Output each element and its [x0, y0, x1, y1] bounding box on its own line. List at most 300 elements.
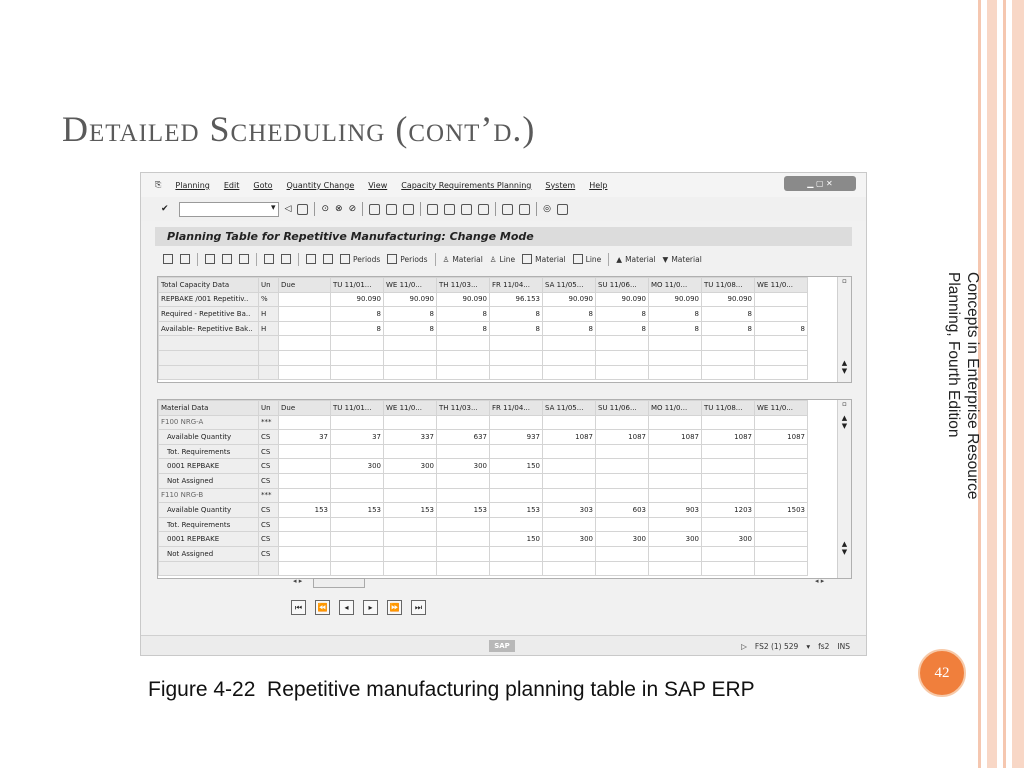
period-value-cell[interactable]: 90.090 [384, 292, 437, 307]
period-value-cell[interactable]: 1087 [649, 430, 702, 445]
period-value-cell[interactable] [490, 336, 543, 351]
period-value-cell[interactable]: 300 [437, 459, 490, 474]
menu-item-planning[interactable]: Planning [175, 180, 210, 190]
truck-icon[interactable] [323, 254, 333, 264]
period-value-cell[interactable] [596, 459, 649, 474]
column-header-unit[interactable]: Un [259, 278, 279, 293]
play-icon[interactable]: ▷ [741, 642, 747, 651]
period-value-cell[interactable]: 8 [596, 321, 649, 336]
period-value-cell[interactable] [596, 517, 649, 532]
period-value-cell[interactable] [437, 444, 490, 459]
period-value-cell[interactable] [702, 444, 755, 459]
period-value-cell[interactable] [596, 488, 649, 503]
period-value-cell[interactable] [543, 546, 596, 561]
period-value-cell[interactable]: 1203 [702, 503, 755, 518]
period-value-cell[interactable]: 37 [331, 430, 384, 445]
period-value-cell[interactable] [543, 336, 596, 351]
periods-button-1[interactable] [340, 254, 380, 264]
system-info[interactable]: FS2 (1) 529 [754, 642, 799, 651]
period-value-cell[interactable] [755, 415, 808, 430]
column-header-period[interactable]: MO 11/0... [649, 278, 702, 293]
due-cell[interactable] [279, 546, 331, 561]
line-button-2[interactable] [573, 254, 602, 264]
due-cell[interactable] [279, 350, 331, 365]
period-value-cell[interactable] [702, 365, 755, 380]
back-icon[interactable]: ⊙ [321, 204, 330, 214]
copy-icon[interactable] [281, 254, 291, 264]
due-cell[interactable] [279, 561, 331, 576]
period-value-cell[interactable] [437, 517, 490, 532]
period-value-cell[interactable]: 90.090 [437, 292, 490, 307]
period-value-cell[interactable] [649, 561, 702, 576]
period-value-cell[interactable] [543, 473, 596, 488]
unit-cell[interactable] [259, 561, 279, 576]
period-value-cell[interactable] [596, 473, 649, 488]
period-value-cell[interactable] [384, 444, 437, 459]
unit-cell[interactable] [259, 336, 279, 351]
period-value-cell[interactable] [331, 415, 384, 430]
print-icon[interactable] [369, 204, 380, 215]
scroll-up-icon[interactable]: ▲ [841, 359, 848, 367]
period-value-cell[interactable] [384, 415, 437, 430]
period-value-cell[interactable]: 603 [596, 503, 649, 518]
period-value-cell[interactable] [437, 336, 490, 351]
period-value-cell[interactable] [384, 488, 437, 503]
row-label-cell[interactable]: 0001 REPBAKE [159, 532, 259, 547]
unit-cell[interactable] [259, 350, 279, 365]
column-header-period[interactable]: WE 11/0... [755, 278, 808, 293]
document-icon[interactable] [239, 254, 249, 264]
due-cell[interactable]: 37 [279, 430, 331, 445]
period-value-cell[interactable]: 8 [384, 307, 437, 322]
period-value-cell[interactable] [755, 292, 808, 307]
period-value-cell[interactable] [543, 444, 596, 459]
due-cell[interactable] [279, 336, 331, 351]
back-icon[interactable]: ◂ [339, 600, 354, 615]
save-icon[interactable] [297, 204, 308, 215]
period-value-cell[interactable] [490, 546, 543, 561]
period-value-cell[interactable] [702, 488, 755, 503]
period-value-cell[interactable] [331, 365, 384, 380]
detail-icon[interactable] [180, 254, 190, 264]
horizontal-scrollbar[interactable] [157, 577, 837, 589]
period-value-cell[interactable] [596, 444, 649, 459]
period-value-cell[interactable]: 937 [490, 430, 543, 445]
hierarchy-icon[interactable] [264, 254, 274, 264]
period-value-cell[interactable]: 300 [649, 532, 702, 547]
schedule-icon[interactable] [205, 254, 215, 264]
period-value-cell[interactable] [596, 561, 649, 576]
period-value-cell[interactable] [331, 488, 384, 503]
line-button-1[interactable] [490, 255, 515, 264]
row-label-cell[interactable] [159, 336, 259, 351]
period-value-cell[interactable]: 303 [543, 503, 596, 518]
scroll-up-icon[interactable]: ▲ [841, 414, 848, 422]
column-header-period[interactable]: TH 11/03... [437, 278, 490, 293]
period-value-cell[interactable]: 8 [649, 307, 702, 322]
period-value-cell[interactable] [649, 546, 702, 561]
period-value-cell[interactable]: 1087 [543, 430, 596, 445]
period-value-cell[interactable]: 300 [596, 532, 649, 547]
scroll-up-icon[interactable]: ▲ [841, 540, 848, 548]
row-label-cell[interactable]: 0001 REPBAKE [159, 459, 259, 474]
period-value-cell[interactable]: 8 [543, 307, 596, 322]
period-value-cell[interactable] [649, 350, 702, 365]
period-value-cell[interactable]: 8 [490, 321, 543, 336]
period-value-cell[interactable] [437, 365, 490, 380]
table-row[interactable] [159, 430, 808, 445]
period-value-cell[interactable]: 96.153 [490, 292, 543, 307]
period-value-cell[interactable]: 337 [384, 430, 437, 445]
scroll-down-icon[interactable]: ▼ [841, 422, 848, 430]
period-value-cell[interactable]: 150 [490, 459, 543, 474]
period-value-cell[interactable] [755, 488, 808, 503]
exit-icon[interactable]: ⊗ [335, 204, 343, 214]
unit-cell[interactable]: H [259, 321, 279, 336]
period-value-cell[interactable] [543, 459, 596, 474]
material-button-1[interactable] [443, 255, 483, 264]
period-value-cell[interactable] [702, 473, 755, 488]
scroll-down-icon[interactable]: ▼ [841, 367, 848, 375]
period-value-cell[interactable] [755, 350, 808, 365]
table-row[interactable] [159, 488, 808, 503]
table-row[interactable] [159, 503, 808, 518]
last-icon[interactable]: ⏭ [411, 600, 426, 615]
period-value-cell[interactable]: 300 [702, 532, 755, 547]
period-value-cell[interactable] [649, 365, 702, 380]
column-header-period[interactable]: TU 11/01... [331, 278, 384, 293]
menu-item-quantity-change[interactable]: Quantity Change [286, 180, 355, 190]
period-value-cell[interactable] [596, 350, 649, 365]
period-value-cell[interactable] [490, 517, 543, 532]
period-value-cell[interactable] [755, 459, 808, 474]
due-cell[interactable] [279, 532, 331, 547]
column-header-period[interactable]: TU 11/08... [702, 278, 755, 293]
new-session-icon[interactable] [502, 204, 513, 215]
period-value-cell[interactable] [437, 546, 490, 561]
period-value-cell[interactable]: 8 [437, 321, 490, 336]
column-header-period[interactable]: FR 11/04... [490, 401, 543, 416]
table-row[interactable] [159, 473, 808, 488]
period-value-cell[interactable] [543, 350, 596, 365]
period-value-cell[interactable] [437, 561, 490, 576]
period-value-cell[interactable]: 153 [331, 503, 384, 518]
period-value-cell[interactable] [331, 350, 384, 365]
table-row[interactable] [159, 444, 808, 459]
fast-forward-icon[interactable]: ⏩ [387, 600, 402, 615]
menu-item-view[interactable]: View [368, 180, 388, 190]
cancel-icon[interactable]: ⊘ [348, 204, 357, 214]
forward-icon[interactable]: ▸ [363, 600, 378, 615]
due-cell[interactable] [279, 365, 331, 380]
period-value-cell[interactable] [755, 517, 808, 532]
period-value-cell[interactable]: 300 [543, 532, 596, 547]
period-value-cell[interactable] [331, 336, 384, 351]
due-cell[interactable] [279, 517, 331, 532]
menu-item-capacity[interactable]: Capacity Requirements Planning [401, 180, 532, 190]
due-cell[interactable] [279, 292, 331, 307]
period-value-cell[interactable]: 8 [702, 321, 755, 336]
table-row[interactable] [159, 517, 808, 532]
enter-icon[interactable]: ✔ [161, 204, 169, 214]
period-value-cell[interactable] [649, 444, 702, 459]
period-value-cell[interactable] [702, 350, 755, 365]
unit-cell[interactable]: CS [259, 517, 279, 532]
due-cell[interactable] [279, 321, 331, 336]
period-value-cell[interactable] [702, 517, 755, 532]
first-icon[interactable]: ⏮ [291, 600, 306, 615]
window-controls[interactable]: ▁ ▢ ✕ [784, 176, 856, 191]
column-header-period[interactable]: SU 11/06... [596, 401, 649, 416]
dropdown-icon[interactable]: ▾ [806, 642, 811, 651]
period-value-cell[interactable] [543, 365, 596, 380]
row-label-cell[interactable]: REPBAKE /001 Repetitiv.. [159, 292, 259, 307]
scroll-down-icon[interactable]: ▼ [841, 548, 848, 556]
period-value-cell[interactable] [649, 459, 702, 474]
row-label-cell[interactable] [159, 365, 259, 380]
period-value-cell[interactable] [490, 350, 543, 365]
unit-cell[interactable]: CS [259, 444, 279, 459]
period-value-cell[interactable] [702, 336, 755, 351]
period-value-cell[interactable] [755, 444, 808, 459]
period-value-cell[interactable] [437, 350, 490, 365]
period-value-cell[interactable] [649, 488, 702, 503]
due-cell[interactable] [279, 444, 331, 459]
period-value-cell[interactable]: 150 [490, 532, 543, 547]
column-header-period[interactable]: WE 11/0... [384, 401, 437, 416]
table-row[interactable] [159, 365, 808, 380]
period-value-cell[interactable]: 8 [702, 307, 755, 322]
table-row[interactable] [159, 546, 808, 561]
period-value-cell[interactable] [490, 365, 543, 380]
table-row[interactable] [159, 350, 808, 365]
menu-item-help[interactable]: Help [589, 180, 608, 190]
period-value-cell[interactable] [702, 415, 755, 430]
period-value-cell[interactable] [490, 561, 543, 576]
period-value-cell[interactable] [437, 488, 490, 503]
period-value-cell[interactable]: 90.090 [331, 292, 384, 307]
period-value-cell[interactable]: 300 [384, 459, 437, 474]
select-icon[interactable] [163, 254, 173, 264]
due-cell[interactable]: 153 [279, 503, 331, 518]
period-value-cell[interactable]: 300 [331, 459, 384, 474]
period-value-cell[interactable]: 153 [437, 503, 490, 518]
column-header-due[interactable]: Due [279, 278, 331, 293]
period-value-cell[interactable] [755, 307, 808, 322]
table-row[interactable] [159, 292, 808, 307]
period-value-cell[interactable] [384, 365, 437, 380]
period-value-cell[interactable] [543, 561, 596, 576]
menu-item-edit[interactable]: Edit [223, 180, 240, 190]
period-value-cell[interactable] [702, 561, 755, 576]
unit-cell[interactable]: % [259, 292, 279, 307]
row-label-cell[interactable] [159, 350, 259, 365]
period-value-cell[interactable]: 1087 [702, 430, 755, 445]
period-value-cell[interactable] [437, 415, 490, 430]
first-page-icon[interactable] [427, 204, 438, 215]
fast-back-icon[interactable]: ⏪ [315, 600, 330, 615]
period-value-cell[interactable] [384, 517, 437, 532]
back-arrow-icon[interactable]: ◁ [284, 204, 292, 214]
table-row[interactable] [159, 561, 808, 576]
period-value-cell[interactable]: 637 [437, 430, 490, 445]
unit-cell[interactable]: *** [259, 415, 279, 430]
period-value-cell[interactable]: 903 [649, 503, 702, 518]
period-value-cell[interactable] [543, 415, 596, 430]
period-value-cell[interactable] [755, 365, 808, 380]
period-value-cell[interactable]: 8 [437, 307, 490, 322]
due-cell[interactable] [279, 307, 331, 322]
column-header-period[interactable]: SA 11/05... [543, 278, 596, 293]
unit-cell[interactable]: CS [259, 430, 279, 445]
unit-cell[interactable]: CS [259, 459, 279, 474]
period-value-cell[interactable] [384, 350, 437, 365]
layout-icon[interactable] [557, 204, 568, 215]
row-label-cell[interactable]: Available Quantity [159, 503, 259, 518]
period-value-cell[interactable] [649, 336, 702, 351]
row-label-cell[interactable]: Available- Repetitive Bak.. [159, 321, 259, 336]
unit-cell[interactable]: H [259, 307, 279, 322]
vertical-scrollbar[interactable] [837, 277, 851, 382]
period-value-cell[interactable] [437, 532, 490, 547]
period-value-cell[interactable] [331, 532, 384, 547]
period-value-cell[interactable] [543, 517, 596, 532]
period-value-cell[interactable] [755, 473, 808, 488]
column-header-period[interactable]: SU 11/06... [596, 278, 649, 293]
scroll-thumb[interactable]: ▫ [842, 277, 847, 285]
find-icon[interactable] [386, 204, 397, 215]
row-label-cell[interactable]: Not Assigned [159, 546, 259, 561]
column-header-period[interactable]: TU 11/01... [331, 401, 384, 416]
period-value-cell[interactable] [649, 473, 702, 488]
period-value-cell[interactable] [384, 473, 437, 488]
period-value-cell[interactable] [543, 488, 596, 503]
column-header-period[interactable]: SA 11/05... [543, 401, 596, 416]
periods-button-2[interactable] [387, 254, 427, 264]
unit-cell[interactable]: CS [259, 532, 279, 547]
period-value-cell[interactable] [596, 365, 649, 380]
unit-cell[interactable]: *** [259, 488, 279, 503]
scroll-left-icon[interactable]: ◂ ▸ [293, 577, 303, 585]
period-value-cell[interactable] [702, 546, 755, 561]
period-value-cell[interactable] [490, 473, 543, 488]
row-label-cell[interactable]: Required - Repetitive Ba.. [159, 307, 259, 322]
period-value-cell[interactable] [755, 532, 808, 547]
column-header-period[interactable]: TH 11/03... [437, 401, 490, 416]
period-value-cell[interactable]: 90.090 [596, 292, 649, 307]
period-value-cell[interactable]: 8 [331, 321, 384, 336]
row-label-cell[interactable]: F100 NRG-A [159, 415, 259, 430]
due-cell[interactable] [279, 473, 331, 488]
row-label-cell[interactable] [159, 561, 259, 576]
column-header-period[interactable]: FR 11/04... [490, 278, 543, 293]
period-value-cell[interactable]: 8 [490, 307, 543, 322]
create-icon[interactable] [222, 254, 232, 264]
column-header-period[interactable]: MO 11/0... [649, 401, 702, 416]
column-header-unit[interactable]: Un [259, 401, 279, 416]
column-header-period[interactable]: WE 11/0... [755, 401, 808, 416]
unit-cell[interactable] [259, 365, 279, 380]
period-value-cell[interactable]: 8 [384, 321, 437, 336]
vertical-scrollbar[interactable] [837, 400, 851, 578]
period-value-cell[interactable] [490, 444, 543, 459]
due-cell[interactable] [279, 488, 331, 503]
period-value-cell[interactable] [649, 517, 702, 532]
row-label-cell[interactable]: Tot. Requirements [159, 444, 259, 459]
material-down-button[interactable] [663, 255, 702, 264]
period-value-cell[interactable] [755, 561, 808, 576]
period-value-cell[interactable]: 90.090 [649, 292, 702, 307]
material-button-2[interactable] [522, 254, 565, 264]
period-value-cell[interactable]: 90.090 [702, 292, 755, 307]
row-label-cell[interactable]: F110 NRG-B [159, 488, 259, 503]
due-cell[interactable] [279, 459, 331, 474]
column-header-due[interactable]: Due [279, 401, 331, 416]
period-value-cell[interactable] [437, 473, 490, 488]
row-label-cell[interactable]: Available Quantity [159, 430, 259, 445]
scroll-right-icon[interactable]: ◂ ▸ [815, 577, 825, 585]
period-value-cell[interactable]: 8 [543, 321, 596, 336]
unit-cell[interactable]: CS [259, 473, 279, 488]
period-value-cell[interactable]: 8 [331, 307, 384, 322]
period-value-cell[interactable] [490, 415, 543, 430]
period-value-cell[interactable]: 90.090 [543, 292, 596, 307]
period-value-cell[interactable] [755, 336, 808, 351]
column-header-label[interactable]: Material Data [159, 401, 259, 416]
scroll-thumb[interactable]: ▫ [842, 400, 847, 408]
period-value-cell[interactable] [649, 415, 702, 430]
menu-item-goto[interactable]: Goto [253, 180, 273, 190]
period-value-cell[interactable] [384, 546, 437, 561]
command-field[interactable] [179, 202, 279, 217]
column-header-period[interactable]: TU 11/08... [702, 401, 755, 416]
period-value-cell[interactable] [331, 473, 384, 488]
period-value-cell[interactable]: 1087 [596, 430, 649, 445]
row-label-cell[interactable]: Tot. Requirements [159, 517, 259, 532]
period-value-cell[interactable] [384, 532, 437, 547]
period-value-cell[interactable] [331, 546, 384, 561]
last-page-icon[interactable] [478, 204, 489, 215]
menu-item-system[interactable]: System [545, 180, 576, 190]
period-value-cell[interactable]: 1503 [755, 503, 808, 518]
period-value-cell[interactable]: 153 [490, 503, 543, 518]
due-cell[interactable] [279, 415, 331, 430]
unit-cell[interactable]: CS [259, 546, 279, 561]
period-value-cell[interactable]: 8 [755, 321, 808, 336]
period-value-cell[interactable]: 1087 [755, 430, 808, 445]
table-row[interactable] [159, 321, 808, 336]
period-value-cell[interactable] [702, 459, 755, 474]
table-icon[interactable] [306, 254, 316, 264]
table-row[interactable] [159, 532, 808, 547]
period-value-cell[interactable] [490, 488, 543, 503]
period-value-cell[interactable] [331, 561, 384, 576]
table-row[interactable] [159, 307, 808, 322]
period-value-cell[interactable] [384, 336, 437, 351]
period-value-cell[interactable]: 8 [596, 307, 649, 322]
find-next-icon[interactable] [403, 204, 414, 215]
material-up-button[interactable] [616, 255, 655, 264]
period-value-cell[interactable]: 8 [649, 321, 702, 336]
period-value-cell[interactable] [331, 517, 384, 532]
period-value-cell[interactable] [331, 444, 384, 459]
period-value-cell[interactable] [596, 546, 649, 561]
period-value-cell[interactable] [384, 561, 437, 576]
prev-page-icon[interactable] [444, 204, 455, 215]
table-row[interactable] [159, 459, 808, 474]
row-label-cell[interactable]: Not Assigned [159, 473, 259, 488]
period-value-cell[interactable] [596, 415, 649, 430]
